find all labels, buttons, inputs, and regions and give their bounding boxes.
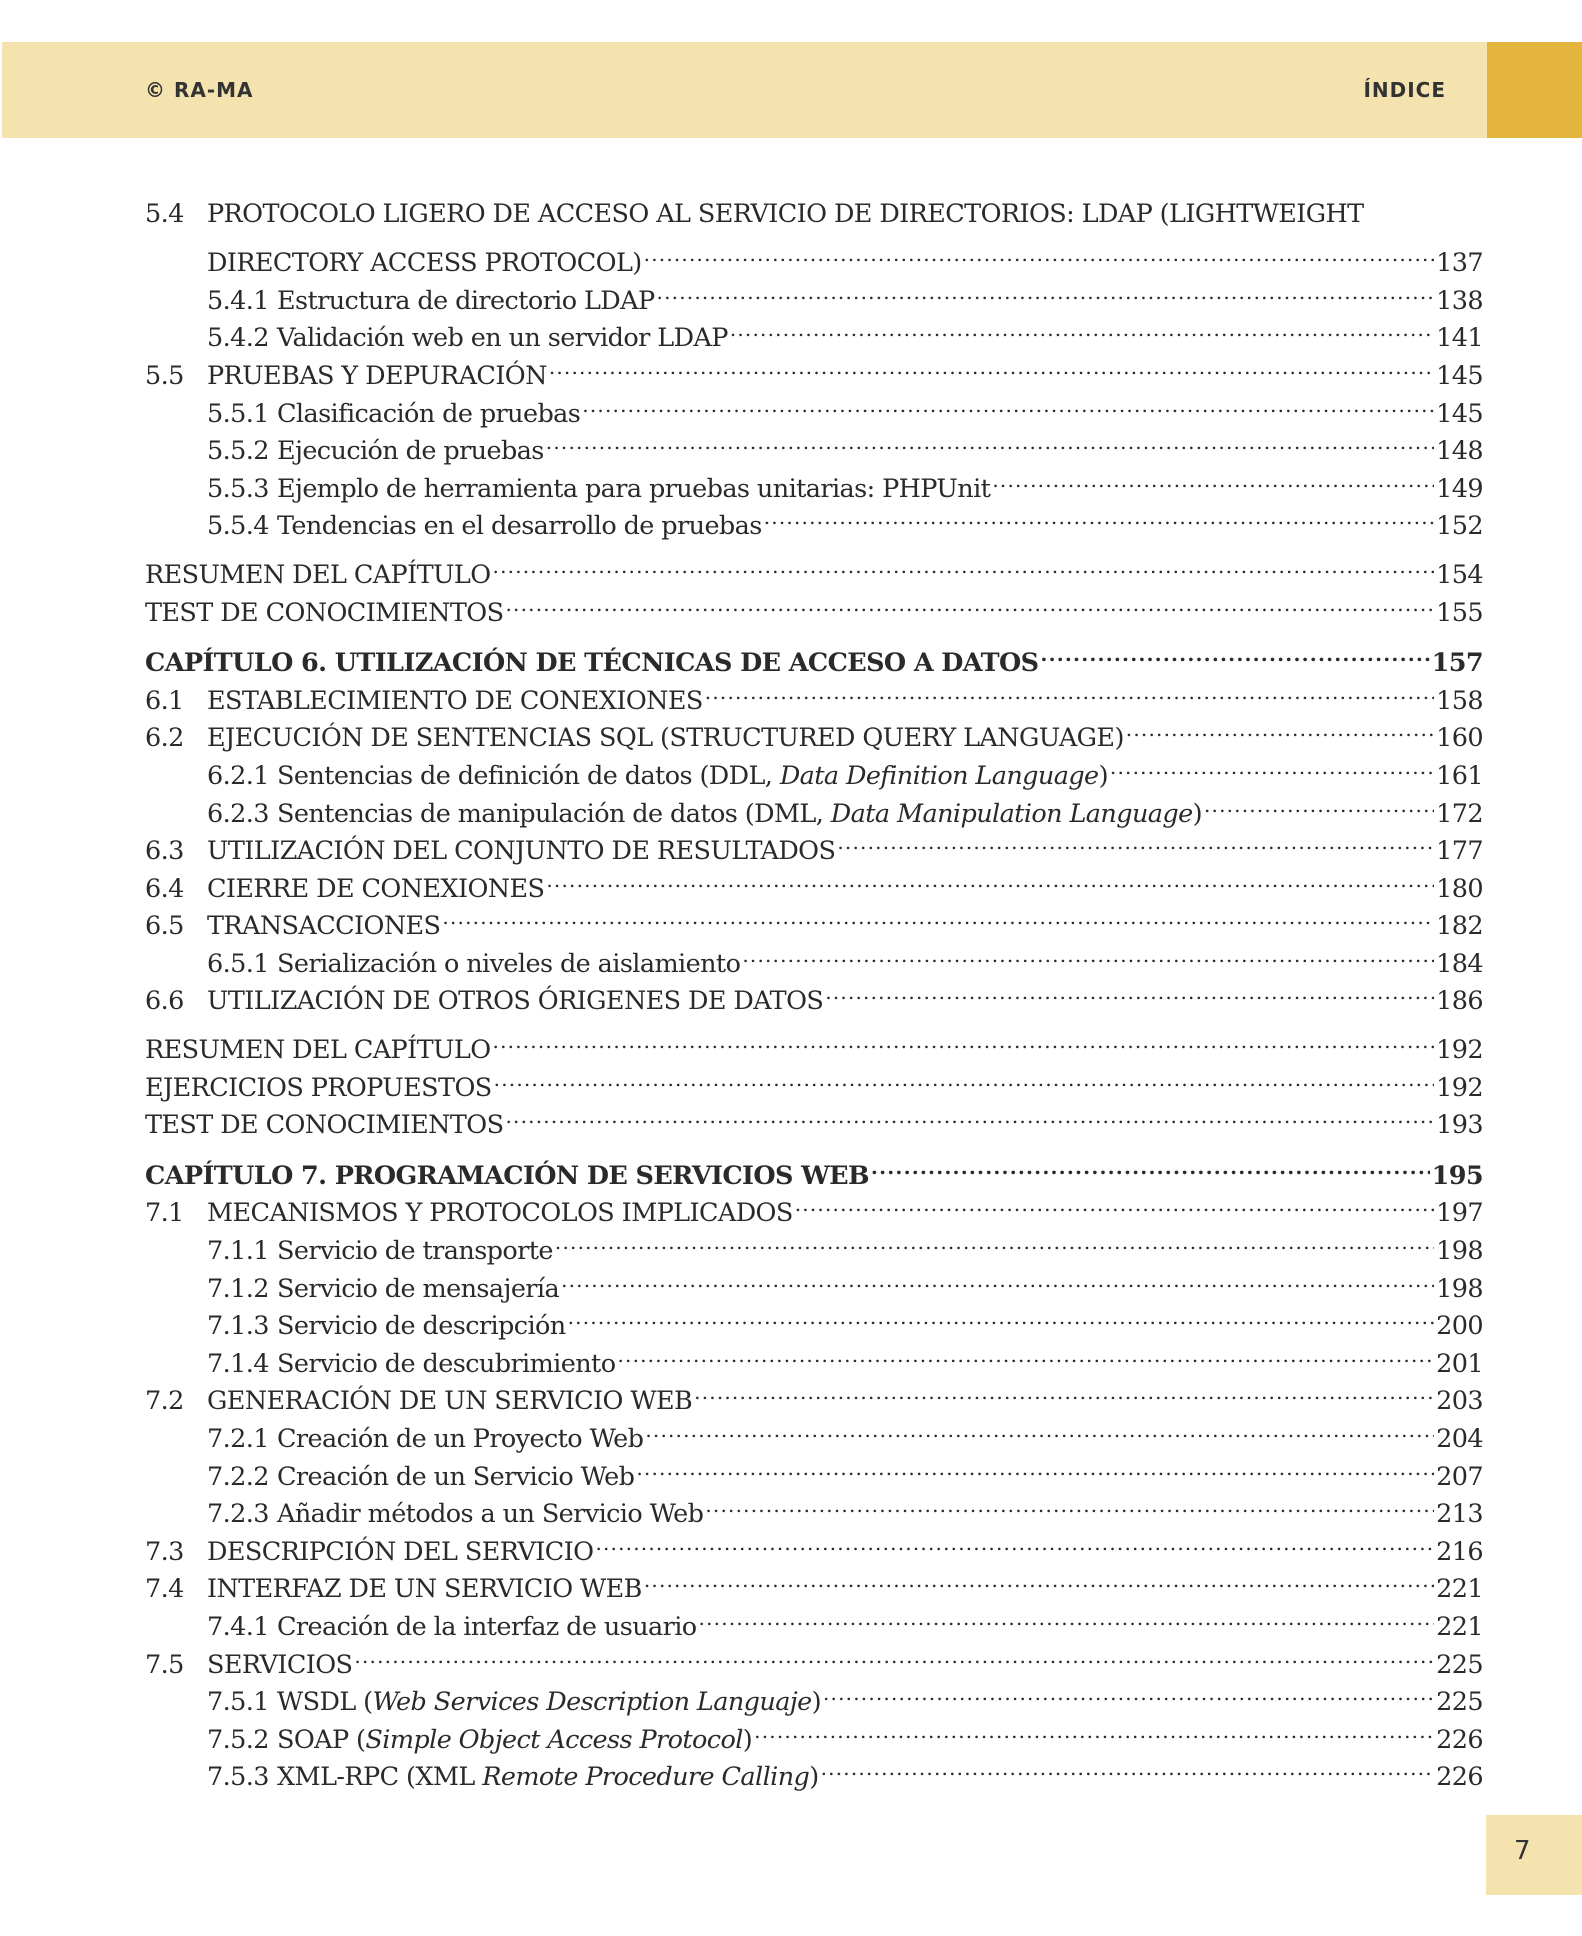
entry-page: 198 — [1436, 1273, 1483, 1304]
title-italic: Web Services Description Languaje — [372, 1687, 812, 1718]
entry-number: 7.5.2 — [207, 1724, 269, 1755]
entry-title: PROTOCOLO LIGERO DE ACCESO AL SERVICIO DE DIRECTORIOS: LDAP (LIGHTWEIGHT — [207, 199, 1364, 229]
entry-title: DESCRIPCIÓN DEL SERVICIO — [207, 1536, 594, 1567]
entry-page: 226 — [1436, 1762, 1483, 1793]
entry-number: 7.4 — [145, 1574, 184, 1605]
chapter-entry — [145, 1146, 1483, 1191]
entry-number: 7.2.1 — [207, 1424, 269, 1454]
title-italic: Data Definition Language — [779, 760, 1099, 791]
dot-leader — [825, 972, 1434, 1010]
entry-page: 137 — [1436, 248, 1483, 279]
entry-title: MECANISMOS Y PROTOCOLOS IMPLICADOS — [207, 1198, 793, 1229]
entry-page: 195 — [1431, 1160, 1483, 1191]
entry-page: 200 — [1436, 1311, 1483, 1342]
dot-leader — [644, 1560, 1434, 1598]
title-text: ) — [809, 1762, 819, 1793]
entry-page: 149 — [1436, 473, 1483, 504]
toc-entry — [145, 234, 1483, 279]
entry-number: 5.4.1 — [207, 285, 269, 316]
title-text: SOAP ( — [277, 1724, 366, 1755]
dot-leader — [823, 1673, 1434, 1711]
entry-title: TEST DE CONOCIMIENTOS — [145, 597, 504, 628]
entry-number: 6.2.3 — [207, 798, 269, 829]
entry-page: 226 — [1436, 1724, 1483, 1755]
entry-number: 7.1.1 — [207, 1236, 269, 1267]
entry-title: Ejemplo de herramienta para pruebas unitarias: PHPUnit — [277, 473, 991, 504]
entry-title-continued: DIRECTORY ACCESS PROTOCOL) — [207, 248, 642, 279]
entry-title: Clasificación de pruebas — [277, 398, 581, 429]
entry-title: RESUMEN DEL CAPÍTULO — [145, 1035, 491, 1066]
entry-page: 154 — [1436, 559, 1483, 590]
entry-page: 201 — [1436, 1348, 1483, 1379]
entry-number: 6.3 — [145, 836, 184, 867]
entry-page: 186 — [1436, 986, 1483, 1017]
dot-leader — [754, 1710, 1434, 1748]
entry-page: 177 — [1436, 836, 1483, 867]
dot-leader — [493, 545, 1435, 583]
entry-page: 148 — [1436, 436, 1483, 467]
dot-leader — [561, 1259, 1434, 1297]
entry-title: Tendencias en el desarrollo de pruebas — [277, 511, 762, 542]
dot-leader — [546, 422, 1434, 460]
entry-page: 197 — [1436, 1198, 1483, 1229]
entry-title: TRANSACCIONES — [207, 911, 441, 942]
entry-title — [277, 1759, 819, 1797]
header-accent-block — [1487, 42, 1582, 138]
entry-number: 7.1 — [145, 1198, 184, 1229]
entry-title: ESTABLECIMIENTO DE CONEXIONES — [207, 685, 703, 716]
dot-leader — [694, 1372, 1434, 1410]
entry-number: 7.1.4 — [207, 1348, 269, 1379]
entry-number: 5.5 — [145, 360, 184, 391]
entry-title: Serialización o niveles de aislamiento — [277, 948, 741, 979]
entry-number: 6.2.1 — [207, 760, 269, 791]
dot-leader — [568, 1297, 1435, 1335]
entry-number: 7.1.3 — [207, 1311, 269, 1342]
entry-page: 172 — [1436, 798, 1483, 829]
entry-page: 221 — [1436, 1611, 1483, 1642]
entry-page: 155 — [1436, 597, 1483, 628]
entry-number: 5.4 — [145, 199, 184, 229]
entry-title: GENERACIÓN DE UN SERVICIO WEB — [207, 1386, 693, 1417]
entry-page: 225 — [1436, 1649, 1483, 1680]
entry-page: 158 — [1436, 685, 1483, 716]
dot-leader — [764, 497, 1434, 535]
dot-leader — [705, 1485, 1434, 1523]
entry-page: 192 — [1436, 1035, 1483, 1066]
dot-leader — [546, 859, 1434, 897]
entry-page: 161 — [1436, 760, 1483, 791]
entry-number: 7.2 — [145, 1386, 184, 1417]
entry-page: 203 — [1436, 1386, 1483, 1417]
entry-page: 192 — [1436, 1072, 1483, 1103]
entry-page: 225 — [1436, 1687, 1483, 1718]
dot-leader — [992, 459, 1434, 497]
title-italic: Data Manipulation Language — [830, 798, 1193, 829]
entry-page: 221 — [1436, 1574, 1483, 1605]
entry-page: 152 — [1436, 511, 1483, 542]
entry-title: Servicio de descripción — [277, 1311, 566, 1342]
entry-page: 213 — [1436, 1499, 1483, 1530]
dot-leader — [582, 384, 1434, 422]
entry-title: PRUEBAS Y DEPURACIÓN — [207, 360, 547, 391]
dot-leader — [1204, 784, 1434, 822]
entry-page: 184 — [1436, 948, 1483, 979]
dot-leader — [871, 1146, 1430, 1184]
dot-leader — [821, 1748, 1435, 1786]
dot-leader — [705, 671, 1434, 709]
entry-title — [277, 1684, 821, 1722]
entry-title: Servicio de transporte — [277, 1236, 553, 1267]
entry-number: 7.5 — [145, 1649, 184, 1680]
dot-leader — [636, 1447, 1434, 1485]
chapter-entry — [145, 634, 1483, 679]
dot-leader — [595, 1522, 1434, 1560]
dot-leader — [617, 1334, 1434, 1372]
entry-number: 7.5.3 — [207, 1762, 269, 1793]
title-text: ) — [1192, 798, 1202, 829]
title-text: WSDL ( — [277, 1687, 373, 1718]
entry-page: 160 — [1436, 723, 1483, 754]
dot-leader — [1110, 746, 1434, 784]
entry-title: Creación de la interfaz de usuario — [277, 1611, 697, 1642]
entry-title: UTILIZACIÓN DE OTROS ÓRIGENES DE DATOS — [207, 986, 824, 1017]
title-text: ) — [742, 1724, 753, 1755]
entry-page: 204 — [1436, 1424, 1483, 1454]
dot-leader — [837, 822, 1434, 860]
dot-leader — [730, 309, 1434, 347]
title-italic: Remote Procedure Calling — [482, 1762, 810, 1793]
entry-title: UTILIZACIÓN DEL CONJUNTO DE RESULTADOS — [207, 836, 836, 867]
page-number: 7 — [1514, 1836, 1531, 1866]
dot-leader — [644, 234, 1434, 272]
entry-page: 157 — [1431, 648, 1483, 679]
entry-page: 207 — [1436, 1461, 1483, 1492]
entry-title: Ejecución de pruebas — [277, 436, 544, 467]
entry-page: 180 — [1436, 873, 1483, 904]
entry-number: 5.4.2 — [207, 323, 269, 354]
title-text: Sentencias de manipulación de datos (DML, — [277, 798, 831, 829]
entry-title: EJERCICIOS PROPUESTOS — [145, 1072, 492, 1103]
entry-title: INTERFAZ DE UN SERVICIO WEB — [207, 1574, 642, 1605]
entry-page: 193 — [1436, 1110, 1483, 1141]
dot-leader — [742, 934, 1434, 972]
entry-number: 7.5.1 — [207, 1687, 269, 1718]
dot-leader — [795, 1184, 1434, 1222]
entry-number: 6.6 — [145, 986, 184, 1017]
entry-title — [277, 758, 1108, 796]
entry-title: Añadir métodos a un Servicio Web — [277, 1499, 704, 1530]
entry-number: 6.5 — [145, 911, 184, 942]
entry-title: RESUMEN DEL CAPÍTULO — [145, 559, 491, 590]
entry-title — [277, 1722, 752, 1760]
publisher-label: © RA-MA — [145, 78, 254, 102]
section-label: ÍNDICE — [1363, 78, 1446, 102]
dot-leader — [549, 346, 1434, 384]
entry-number: 5.5.2 — [207, 436, 269, 467]
title-text: ) — [811, 1687, 821, 1718]
entry-number: 6.1 — [145, 685, 184, 716]
entry-title: SERVICIOS — [207, 1649, 353, 1680]
entry-page: 138 — [1436, 285, 1483, 316]
entry-page: 198 — [1436, 1236, 1483, 1267]
dot-leader — [645, 1409, 1434, 1447]
entry-number: 7.2.3 — [207, 1499, 269, 1530]
dot-leader — [699, 1597, 1435, 1635]
entry-title: EJECUCIÓN DE SENTENCIAS SQL (STRUCTURED QUERY LANGUAGE) — [207, 723, 1124, 754]
entry-number: 6.5.1 — [207, 948, 269, 979]
entry-title: CIERRE DE CONEXIONES — [207, 873, 545, 904]
dot-leader — [354, 1635, 1434, 1673]
dot-leader — [505, 1096, 1434, 1134]
entry-title: Creación de un Proyecto Web — [277, 1424, 644, 1454]
entry-number: 7.2.2 — [207, 1461, 269, 1492]
entry-number: 5.5.3 — [207, 473, 269, 504]
dot-leader — [657, 271, 1435, 309]
entry-number: 6.4 — [145, 873, 184, 904]
entry-page: 145 — [1436, 398, 1483, 429]
dot-leader — [555, 1221, 1434, 1259]
entry-title: CAPÍTULO 7. PROGRAMACIÓN DE SERVICIOS WEB — [145, 1160, 869, 1191]
entry-page: 141 — [1436, 323, 1483, 354]
dot-leader — [494, 1058, 1434, 1096]
entry-title: TEST DE CONOCIMIENTOS — [145, 1110, 504, 1141]
entry-title: Creación de un Servicio Web — [277, 1461, 635, 1492]
title-text: Sentencias de definición de datos (DDL, — [277, 760, 780, 791]
entry-number: 5.5.1 — [207, 398, 269, 429]
entry-title: Estructura de directorio LDAP — [277, 285, 655, 316]
dot-leader — [1040, 634, 1429, 672]
entry-page: 182 — [1436, 911, 1483, 942]
table-of-contents — [145, 196, 1483, 1793]
entry-title: CAPÍTULO 6. UTILIZACIÓN DE TÉCNICAS DE ACCESO A DATOS — [145, 648, 1039, 679]
entry-page: 216 — [1436, 1536, 1483, 1567]
entry-number: 7.3 — [145, 1536, 184, 1567]
entry-number: 5.5.4 — [207, 511, 269, 542]
entry-title: Servicio de descubrimiento — [277, 1348, 616, 1379]
entry-number: 6.2 — [145, 723, 184, 754]
entry-title: Validación web en un servidor LDAP — [277, 323, 728, 354]
toc-entry — [145, 1020, 1483, 1066]
page-number-box — [1486, 1815, 1582, 1895]
dot-leader — [1126, 709, 1434, 747]
title-italic: Simple Object Access Protocol — [365, 1724, 743, 1755]
entry-page: 145 — [1436, 360, 1483, 391]
title-text: ) — [1098, 760, 1108, 791]
dot-leader — [505, 583, 1434, 621]
toc-entry — [145, 545, 1483, 590]
dot-leader — [493, 1020, 1435, 1058]
title-text: XML-RPC (XML — [277, 1762, 483, 1793]
toc-entry-line — [145, 196, 1483, 234]
dot-leader — [442, 897, 1434, 935]
entry-number: 7.1.2 — [207, 1273, 269, 1304]
entry-title: Servicio de mensajería — [277, 1273, 560, 1304]
entry-number: 7.4.1 — [207, 1611, 269, 1642]
